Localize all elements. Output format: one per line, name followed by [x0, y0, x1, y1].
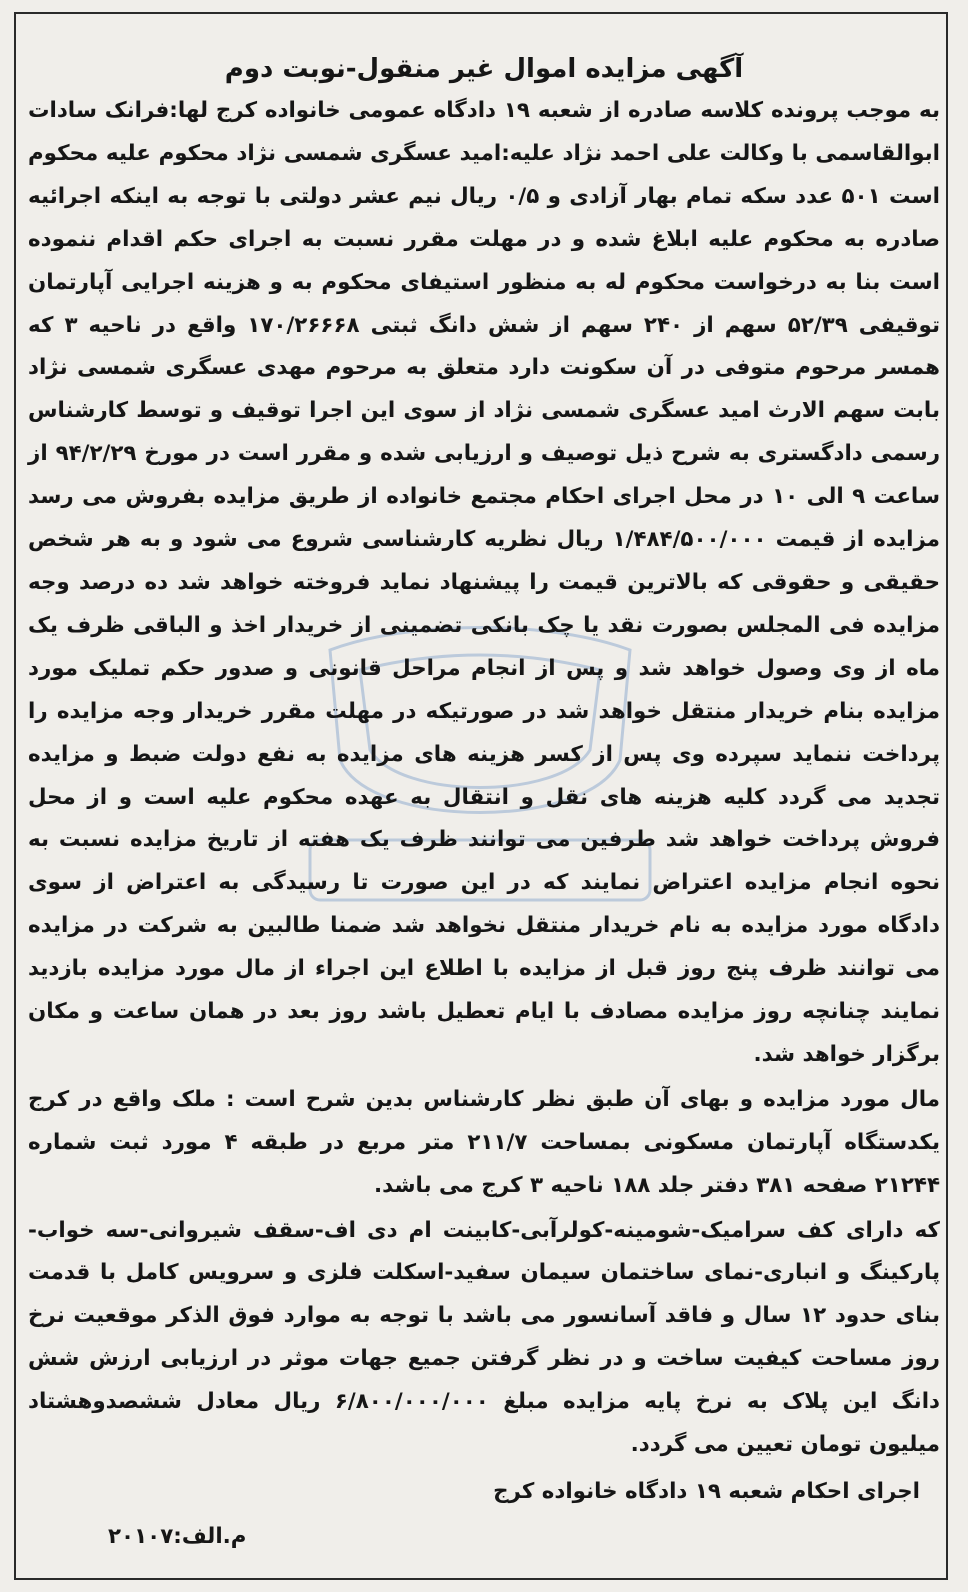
issuer-signature: اجرای احکام شعبه ۱۹ دادگاه خانواده کرج	[493, 1479, 920, 1504]
notice-code: م.الف:۲۰۱۰۷	[108, 1523, 247, 1549]
property-description-paragraph: مال مورد مزایده و بهای آن طبق نظر کارشناس بدین شرح است : ملک واقع در کرج یکدستگاه آپارتمان مسکونی بمساحت ۲۱۱/۷ متر مربع در طبقه ۴ مورد ثبت شماره ۲۱۲۴۴ صفحه ۳۸۱ دفتر جلد ۱۸۸ ناحیه ۳ کرج می باشد.	[28, 1086, 940, 1198]
notice-title: آگهی مزایده اموال غیر منقول-نوبت دوم	[224, 54, 744, 84]
auction-notice	[28, 44, 940, 1559]
valuation-paragraph: که دارای کف سرامیک-شومینه-کولرآبی-کابینت ام دی اف-سقف شیروانی-سه خواب-پارکینگ و انباری-نمای ساختمان سیمان سفید-اسکلت فلزی و سرویس کامل با قدمت بنای حدود ۱۲ سال و فاقد آسانسور می باشد با توجه به موارد فوق الذکر موقعیت نرخ روز مساحت کیفیت ساخت و در نظر گرفتن جمیع جهات موثر در ارزیابی ارزش شش دانگ این پلاک به نرخ پایه مزایده مبلغ ۶/۸۰۰/۰۰۰/۰۰۰ ریال معادل ششصدوهشتاد میلیون تومان تعیین می گردد.	[28, 1217, 941, 1458]
notice-body-paragraph: به موجب پرونده کلاسه صادره از شعبه ۱۹ دادگاه عمومی خانواده کرج لها:فرانک سادات ابوالقاسمی با وکالت علی احمد نژاد علیه:امید عسگری شمسی نژاد محکوم علیه محکوم است ۵۰۱ عدد سکه تمام بهار آزادی و ۰/۵ ریال نیم عشر دولتی با توجه به اینکه اجرائیه صادره به محکوم علیه ابلاغ شده و در مهلت مقرر نسبت به اجرای حکم اقدام ننموده است بنا به درخواست محکوم له به منظور استیفای محکوم به و هزینه اجرایی آپارتمان توقیفی ۵۲/۳۹ سهم از ۲۴۰ سهم از شش دانگ ثبتی ۱۷۰/۲۶۶۶۸ واقع در ناحیه ۳ که همسر مرحوم متوفی در آن سکونت دارد متعلق به مرحوم مهدی عسگری شمسی نژاد بابت سهم الارث امید عسگری شمسی نژاد از سوی این اجرا توقیف و توسط کارشناس رسمی دادگستری به شرح ذیل توصیف و ارزیابی شده و مقرر است در مورخ ۹۴/۲/۲۹ از ساعت ۹ الی ۱۰ در محل اجرای احکام مجتمع خانواده از طریق مزایده بفروش می رسد مزایده از قیمت ۱/۴۸۴/۵۰۰/۰۰۰ ریال نظریه کارشناسی شروع می شود و به هر شخص حقیقی و حقوقی که بالاترین قیمت را پیشنهاد نماید فروخته خواهد شد ده درصد وجه مزایده فی المجلس بصورت نقد یا چک بانکی تضمینی از خریدار اخذ و الباقی ظرف یک ماه از وی وصول خواهد شد و پس از انجام مراحل قانونی و صدور حکم تملیک مورد مزایده بنام خریدار منتقل خواهد شد در صورتیکه در مهلت مقرر خریدار وجه مزایده را پرداخت ننماید سپرده وی پس از کسر هزینه های مزایده به نفع دولت ضبط و مزایده تجدید می گردد کلیه هزینه های نقل و انتقال به عهده محکوم علیه است و از محل فروش پرداخت خواهد شد طرفین می توانند ظرف یک هفته از تاریخ مزایده نسبت به نحوه انجام مزایده اعتراض نمایند که در این صورت تا رسیدگی به اعتراض از سوی دادگاه مورد مزایده به نام خریدار منتقل نخواهد شد ضمنا طالبین به شرکت در مزایده می توانند ظرف پنج روز قبل از مزایده با اطلاع این اجراء از مال مورد مزایده بازدید نمایند چنانچه روز مزایده مصادف با ایام تعطیل باشد روز بعد در همان ساعت و مکان برگزار خواهد شد.	[28, 98, 941, 1067]
